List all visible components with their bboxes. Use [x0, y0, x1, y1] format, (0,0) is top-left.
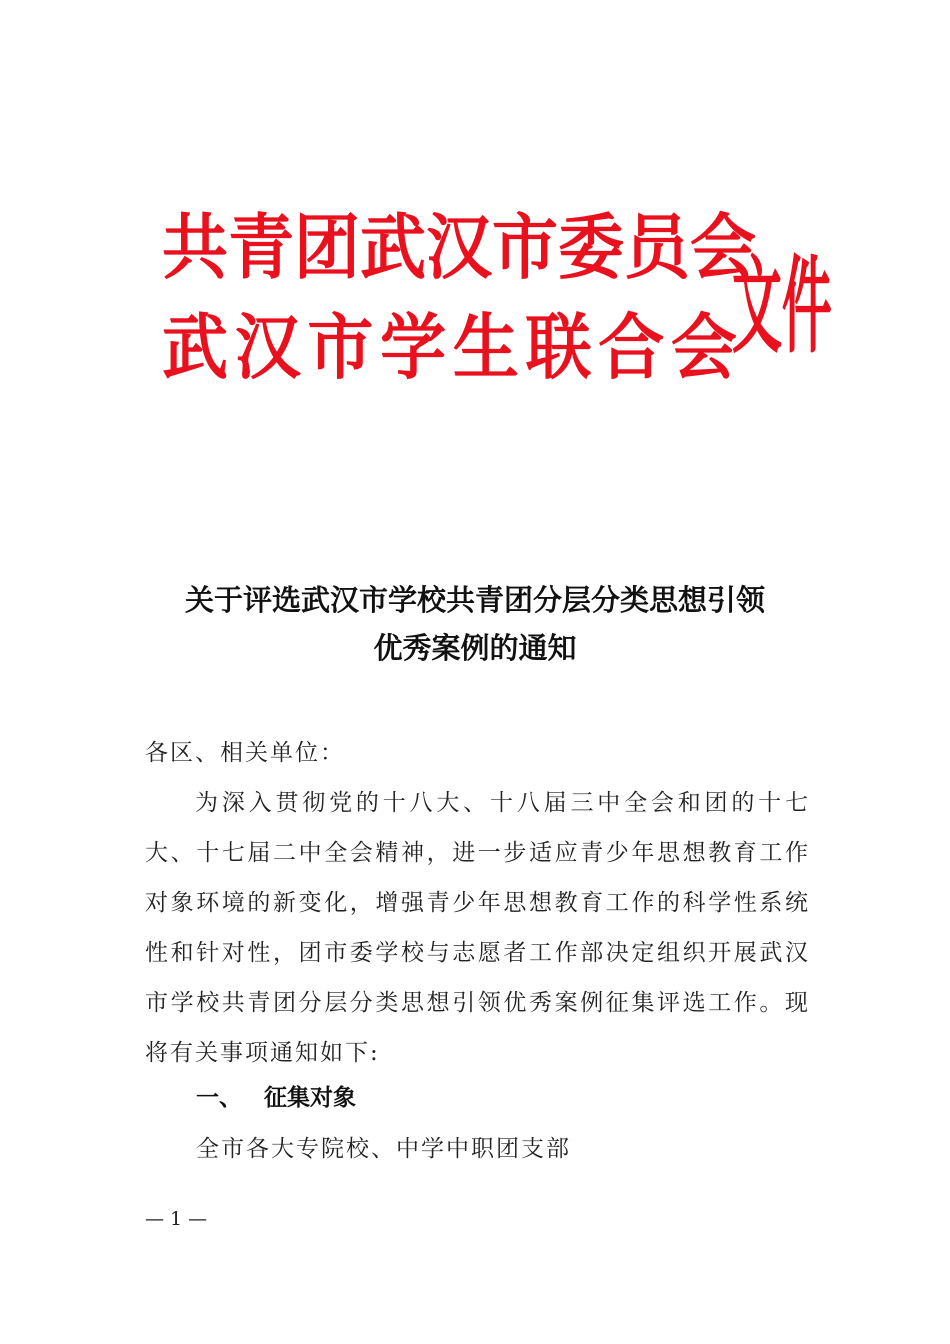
header-char: 团 — [294, 205, 360, 290]
header-char: 会 — [670, 305, 737, 390]
document-header — [162, 200, 842, 400]
header-char: 青 — [228, 205, 294, 290]
header-char: 员 — [624, 205, 690, 290]
intro-paragraph: 为深入贯彻党的十八大、十八届三中全会和团的十七大、十七届二中全会精神，进一步适应青少年思想教育工作对象环境的新变化，增强青少年思想教育工作的科学性系统性和针对性，团市委学校与志愿者工作部决定组织开展武汉市学校共青团分层分类思想引领优秀案例征集评选工作。现将有关事项通知如下: — [145, 790, 810, 1066]
header-char: 汉 — [234, 305, 301, 390]
section-text: 全市各大专院校、中学中职团支部 — [196, 1136, 571, 1162]
header-char: 委 — [558, 205, 624, 290]
header-char: 合 — [598, 305, 665, 390]
header-char: 武 — [360, 205, 426, 290]
header-char: 市 — [492, 205, 558, 290]
header-char: 汉 — [426, 205, 492, 290]
header-char: 共 — [162, 205, 228, 290]
section-number: 一、 — [196, 1085, 242, 1111]
header-char: 会 — [690, 205, 756, 290]
org-name-line-2 — [162, 305, 737, 391]
header-char: 市 — [307, 305, 374, 390]
document-word: 文件 — [732, 246, 832, 369]
document-title-line-2: 优秀案例的通知 — [373, 631, 577, 665]
org-name-line-1 — [162, 205, 756, 291]
page-number: — 1 — — [145, 1208, 208, 1230]
header-char: 武 — [162, 305, 228, 390]
header-char: 学 — [380, 305, 447, 390]
header-char: 生 — [452, 305, 519, 390]
salutation: 各区、相关单位： — [145, 740, 345, 766]
section-heading — [196, 1078, 356, 1118]
document-title-line-1: 关于评选武汉市学校共青团分层分类思想引领 — [184, 583, 765, 617]
section-title: 征集对象 — [264, 1085, 356, 1111]
header-char: 联 — [525, 305, 592, 390]
